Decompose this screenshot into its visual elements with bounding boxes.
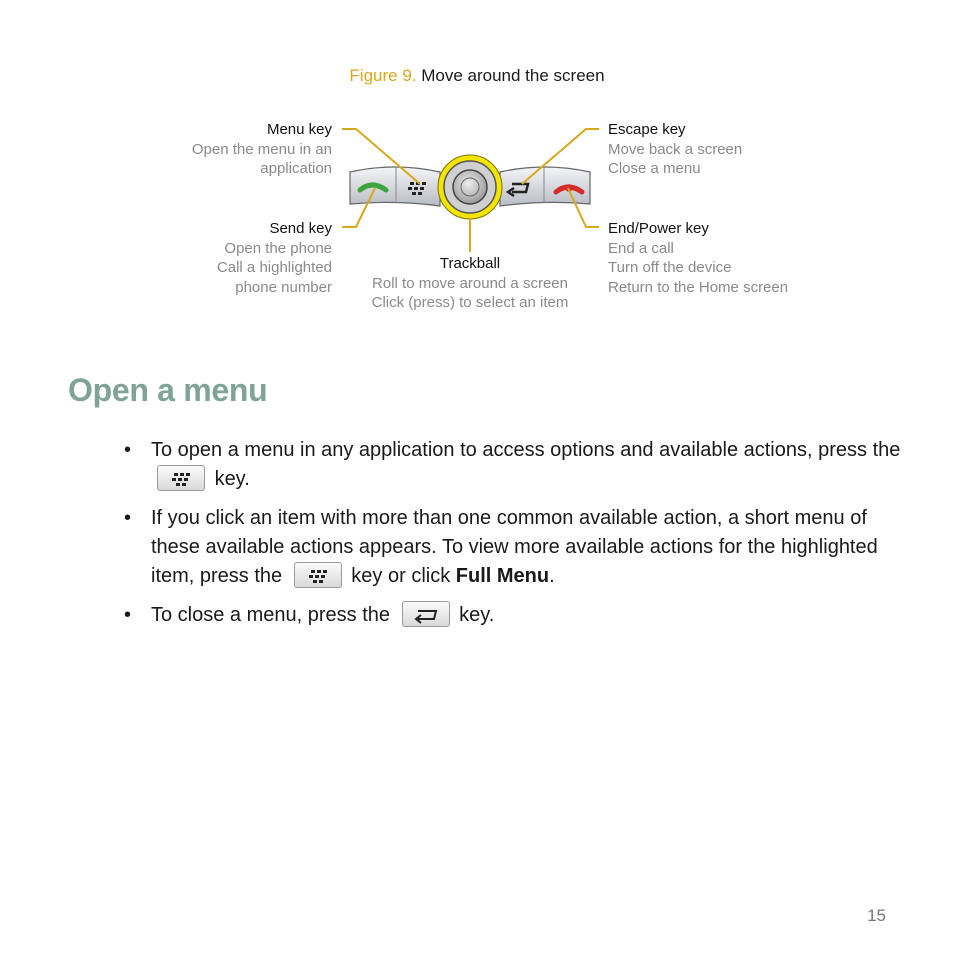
send-key-title: Send key [269, 220, 332, 237]
send-key-desc-1: Open the phone [224, 239, 332, 257]
send-key-label [217, 219, 332, 297]
bullet-text-end: key. [214, 468, 250, 490]
escape-key-title: Escape key [608, 121, 686, 138]
bullet-text-end: key. [459, 604, 495, 626]
bullet-text-mid: key or click [351, 565, 451, 587]
bullet-text: If you click an item with more than one common available action, a short menu of these available actions appears. To view more available actions for the highlighted item, press the [151, 507, 878, 587]
send-key-desc-2: Call a highlighted [216, 259, 332, 276]
list-item [124, 504, 904, 591]
trackball-ball [453, 170, 487, 204]
trackball-desc-1: Roll to move around a screen [372, 274, 568, 292]
trackball-label [340, 254, 600, 313]
end-key-title: End/Power key [608, 220, 709, 237]
list-item [124, 601, 904, 630]
end-key-desc-3: Return to the Home screen [608, 278, 789, 296]
escape-key-desc-1: Move back a screen [608, 140, 743, 158]
figure-title: Move around the screen [421, 66, 605, 85]
bullet-dot: • [124, 604, 132, 626]
menu-key-title: Menu key [266, 121, 332, 138]
menu-key-desc-1: Open the menu in an [191, 140, 332, 158]
menu-key-desc-2: application [260, 160, 332, 177]
bullet-text-end: . [549, 565, 555, 587]
section-heading: Open a menu [68, 372, 268, 408]
list-item [124, 436, 904, 494]
menu-key-icon [294, 562, 342, 588]
escape-key-desc-2: Close a menu [608, 160, 701, 177]
end-key-label [608, 219, 788, 297]
escape-key-label [608, 120, 742, 179]
end-key-desc-2: Turn off the device [608, 259, 732, 276]
instruction-list [124, 436, 904, 640]
trackball-desc-2: Click (press) to select an item [371, 294, 569, 311]
bullet-dot: • [124, 439, 132, 461]
escape-key-icon [402, 601, 450, 627]
figure-number: Figure 9. [349, 66, 417, 85]
menu-key-label [192, 120, 332, 179]
page-number: 15 [867, 906, 886, 925]
bullet-text: To close a menu, press the [151, 604, 391, 626]
menu-key-icon [157, 465, 205, 491]
bullet-dot: • [124, 507, 132, 529]
send-key-desc-3: phone number [235, 278, 332, 296]
trackball-title: Trackball [439, 255, 501, 272]
full-menu-term: Full Menu [455, 565, 550, 587]
bullet-text: To open a menu in any application to access options and available actions, press the [151, 439, 901, 461]
end-key-desc-1: End a call [608, 239, 674, 257]
